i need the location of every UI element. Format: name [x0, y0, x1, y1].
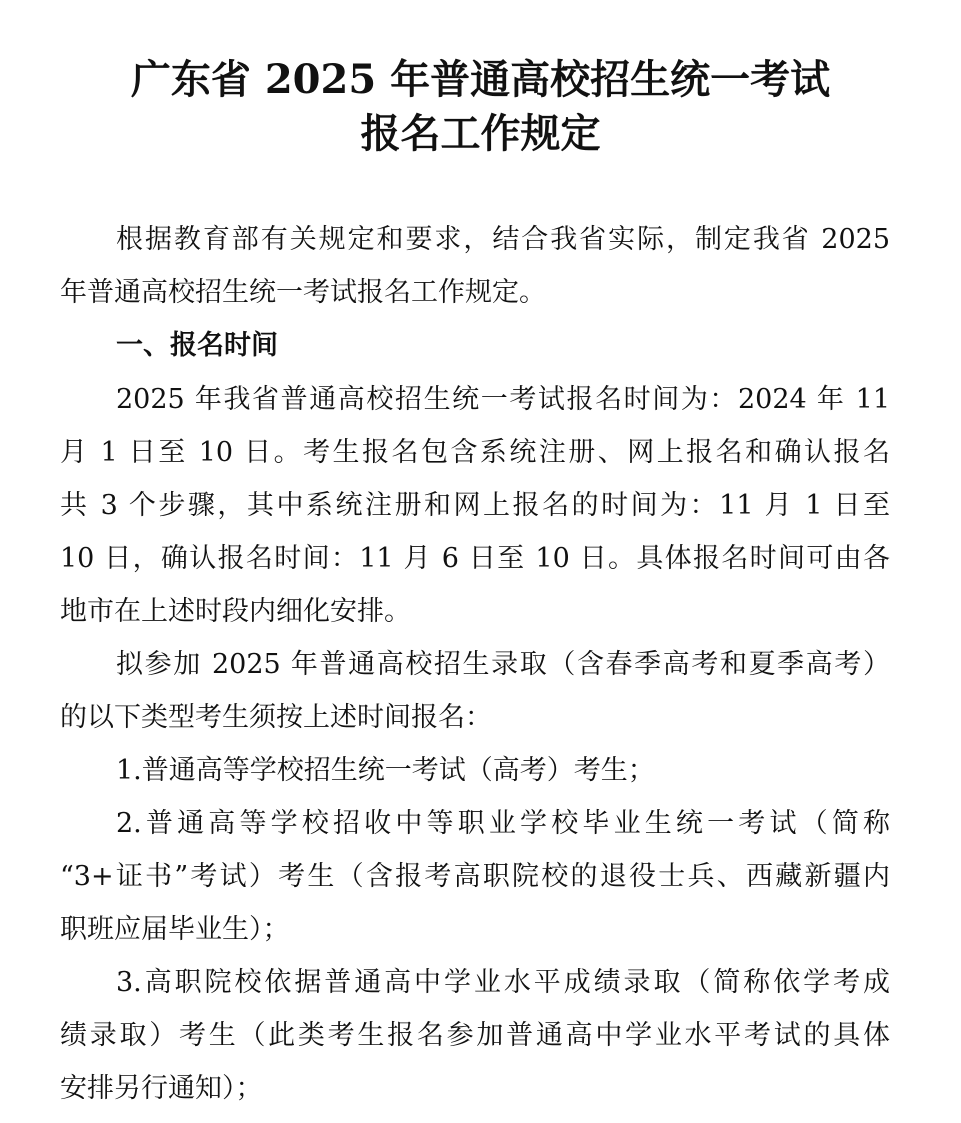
- registration-time-line: 10 日，确认报名时间：11 月 6 日至 10 日。具体报名时间可由各: [60, 543, 890, 574]
- intro-paragraph-line: 根据教育部有关规定和要求，结合我省实际，制定我省 2025: [116, 224, 890, 255]
- registration-time-line: 地市在上述时段内细化安排。: [60, 596, 411, 627]
- candidate-type-item-2-line: 职班应届毕业生）；: [60, 914, 290, 945]
- candidate-type-item-3-line: 安排另行通知）；: [60, 1073, 263, 1104]
- candidate-type-item-2: 2.普通高等学校招收中等职业学校毕业生统一考试（简称: [116, 808, 890, 839]
- document-title-line-2: 报名工作规定: [360, 110, 601, 157]
- candidate-types-intro-line: 的以下类型考生须按上述时间报名：: [60, 702, 492, 733]
- section-heading-registration-time: 一、报名时间: [116, 330, 278, 361]
- intro-paragraph-line: 年普通高校招生统一考试报名工作规定。: [60, 277, 546, 308]
- registration-time-line: 共 3 个步骤，其中系统注册和网上报名的时间为：11 月 1 日至: [60, 490, 890, 521]
- registration-time-line: 月 1 日至 10 日。考生报名包含系统注册、网上报名和确认报名: [60, 437, 890, 468]
- candidate-type-item-3-line: 绩录取）考生（此类考生报名参加普通高中学业水平考试的具体: [60, 1020, 890, 1051]
- candidate-type-item-1: 1.普通高等学校招生统一考试（高考）考生；: [116, 755, 655, 786]
- candidate-types-intro-line: 拟参加 2025 年普通高校招生录取（含春季高考和夏季高考）: [116, 649, 890, 680]
- document-title-line-1: 广东省 2025 年普通高校招生统一考试: [130, 56, 831, 103]
- candidate-type-item-3: 3.高职院校依据普通高中学业水平成绩录取（简称依学考成: [116, 967, 890, 998]
- candidate-type-item-2-line: “3+证书”考试）考生（含报考高职院校的退役士兵、西藏新疆内: [60, 861, 890, 892]
- registration-time-line: 2025 年我省普通高校招生统一考试报名时间为：2024 年 11: [116, 384, 890, 415]
